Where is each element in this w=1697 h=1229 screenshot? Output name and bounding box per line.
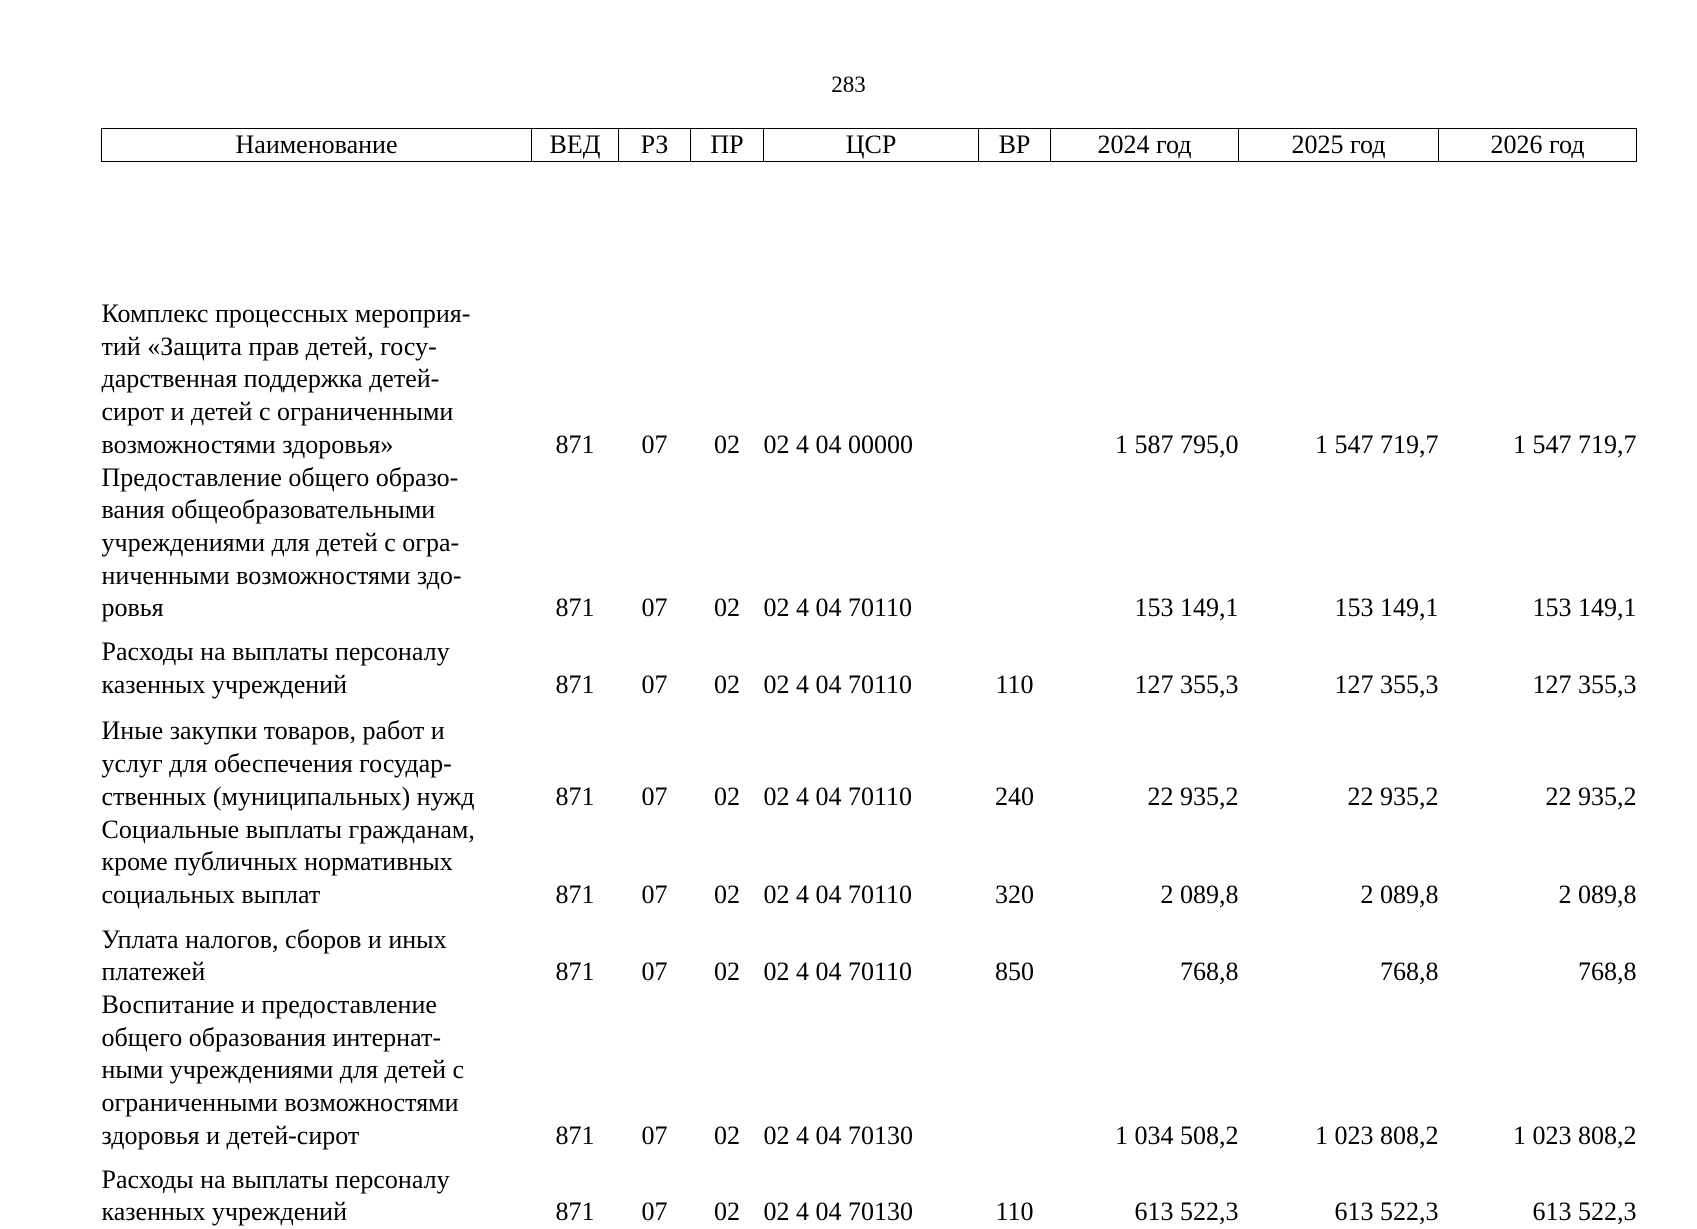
cell-csr: 02 4 04 70110 (763, 957, 913, 987)
table-body (102, 162, 1637, 1229)
name-line: учреждениями для детей с огра- (101, 527, 460, 557)
name-line: Уплата налогов, сборов и иных (101, 924, 447, 954)
cell-vr: 110 (995, 669, 1034, 699)
cell-2024: 768,8 (1180, 957, 1239, 987)
cell-vr: 850 (995, 957, 1034, 987)
cell-2024: 613 522,3 (1134, 1197, 1239, 1227)
cell-rz: 07 (641, 669, 668, 699)
cell-vr: 320 (995, 879, 1034, 909)
cell-pr: 02 (714, 669, 740, 699)
name-line: казенных учреждений (101, 1197, 347, 1227)
cell-2025: 127 355,3 (1334, 669, 1439, 699)
cell-2026: 127 355,3 (1532, 669, 1637, 699)
name-line: возможностями здоровья» (101, 429, 394, 459)
cell-name (102, 814, 532, 912)
cell-2025: 1 023 808,2 (1315, 1120, 1439, 1150)
cell-2026: 2 089,8 (1558, 879, 1637, 909)
cell-name (102, 462, 532, 626)
header-2025: 2025 год (1239, 129, 1439, 162)
cell-csr: 02 4 04 70130 (763, 1197, 913, 1227)
page-number: 283 (831, 72, 866, 97)
cell-2025: 2 089,8 (1360, 879, 1439, 909)
cell-pr: 02 (714, 781, 740, 811)
cell-ved: 871 (555, 879, 595, 909)
table-row (102, 989, 1637, 1153)
name-line: Предоставление общего образо- (101, 462, 459, 492)
cell-vr (979, 162, 1051, 462)
name-line: общего образования интернат- (101, 1022, 441, 1052)
name-line: ниченными возможностями здо- (101, 560, 462, 590)
cell-2026: 1 547 719,7 (1513, 429, 1637, 459)
header-pr: ПР (691, 129, 764, 162)
cell-pr: 02 (714, 1197, 740, 1227)
cell-csr: 02 4 04 70110 (763, 593, 913, 623)
cell-2026: 768,8 (1578, 957, 1637, 987)
cell-2024: 153 149,1 (1134, 593, 1239, 623)
cell-2025: 613 522,3 (1334, 1197, 1439, 1227)
name-line: вания общеобразовательными (101, 495, 436, 525)
header-ved: ВЕД (532, 129, 619, 162)
header-vr: ВР (979, 129, 1051, 162)
cell-2024: 1 034 508,2 (1115, 1120, 1239, 1150)
cell-rz: 07 (641, 429, 668, 459)
name-line: Социальные выплаты гражданам, (101, 814, 475, 844)
name-line: платежей (101, 957, 206, 987)
header-rz: РЗ (619, 129, 691, 162)
cell-pr: 02 (714, 957, 740, 987)
cell-rz: 07 (641, 593, 668, 623)
cell-vr: 240 (995, 781, 1034, 811)
cell-name (102, 625, 532, 701)
cell-rz: 07 (641, 957, 668, 987)
cell-csr: 02 4 04 70110 (763, 669, 913, 699)
cell-ved: 871 (555, 957, 595, 987)
table-row (102, 625, 1637, 701)
budget-table (101, 128, 1637, 1229)
table-header (102, 129, 1637, 162)
cell-pr: 02 (714, 879, 740, 909)
header-2024: 2024 год (1051, 129, 1239, 162)
table-row (102, 462, 1637, 626)
cell-csr: 02 4 04 70110 (763, 879, 913, 909)
cell-csr: 02 4 04 70130 (763, 1120, 913, 1150)
name-line: ственных (муниципальных) нужд (101, 781, 475, 811)
name-line: дарственная поддержка детей- (101, 364, 440, 394)
header-csr: ЦСР (764, 129, 979, 162)
cell-name (102, 1153, 532, 1229)
header-row (102, 129, 1637, 162)
cell-ved: 871 (555, 1197, 595, 1227)
cell-ved: 871 (555, 781, 595, 811)
cell-name (102, 162, 532, 462)
cell-2024: 1 587 795,0 (1115, 429, 1239, 459)
name-line: сирот и детей с ограниченными (101, 397, 454, 427)
table-row (102, 162, 1637, 462)
name-line: социальных выплат (101, 879, 321, 909)
name-line: здоровья и детей-сирот (101, 1120, 360, 1150)
cell-ved: 871 (555, 669, 595, 699)
cell-vr (979, 989, 1051, 1153)
name-line: Иные закупки товаров, работ и (101, 716, 445, 746)
cell-pr: 02 (714, 1120, 740, 1150)
cell-2026: 1 023 808,2 (1513, 1120, 1637, 1150)
cell-rz: 07 (641, 1197, 668, 1227)
cell-rz: 07 (641, 781, 668, 811)
cell-2026: 22 935,2 (1545, 781, 1637, 811)
header-name: Наименование (102, 129, 532, 162)
name-line: казенных учреждений (101, 669, 347, 699)
name-line: Воспитание и предоставление (101, 990, 437, 1020)
cell-vr (979, 462, 1051, 626)
cell-name (102, 989, 532, 1153)
table-row (102, 814, 1637, 912)
cell-2026: 153 149,1 (1532, 593, 1637, 623)
cell-ved: 871 (555, 429, 595, 459)
cell-name (102, 701, 532, 813)
name-line: кроме публичных нормативных (101, 847, 453, 877)
name-line: ровья (101, 593, 164, 623)
cell-2025: 153 149,1 (1334, 593, 1439, 623)
cell-2026: 613 522,3 (1532, 1197, 1637, 1227)
name-line: ограниченными возможностями (101, 1088, 459, 1118)
cell-2024: 127 355,3 (1134, 669, 1239, 699)
name-line: Комплекс процессных мероприя- (101, 298, 471, 328)
cell-name (102, 912, 532, 989)
cell-rz: 07 (641, 1120, 668, 1150)
cell-2025: 1 547 719,7 (1315, 429, 1439, 459)
cell-rz: 07 (641, 879, 668, 909)
name-line: Расходы на выплаты персоналу (101, 1164, 450, 1194)
cell-2025: 768,8 (1380, 957, 1439, 987)
name-line: ными учреждениями для детей с (101, 1055, 465, 1085)
cell-pr: 02 (714, 593, 740, 623)
cell-2024: 22 935,2 (1147, 781, 1239, 811)
name-line: тий «Защита прав детей, госу- (101, 331, 437, 361)
cell-2024: 2 089,8 (1160, 879, 1239, 909)
table-row (102, 1153, 1637, 1229)
cell-ved: 871 (555, 593, 595, 623)
cell-csr: 02 4 04 70110 (763, 781, 913, 811)
name-line: Расходы на выплаты персоналу (101, 637, 450, 667)
cell-csr: 02 4 04 00000 (763, 429, 913, 459)
cell-vr: 110 (995, 1197, 1034, 1227)
table-row (102, 701, 1637, 813)
cell-pr: 02 (714, 429, 740, 459)
header-2026: 2026 год (1439, 129, 1637, 162)
cell-ved: 871 (555, 1120, 595, 1150)
table-row (102, 912, 1637, 989)
cell-2025: 22 935,2 (1347, 781, 1439, 811)
name-line: услуг для обеспечения государ- (101, 749, 452, 779)
